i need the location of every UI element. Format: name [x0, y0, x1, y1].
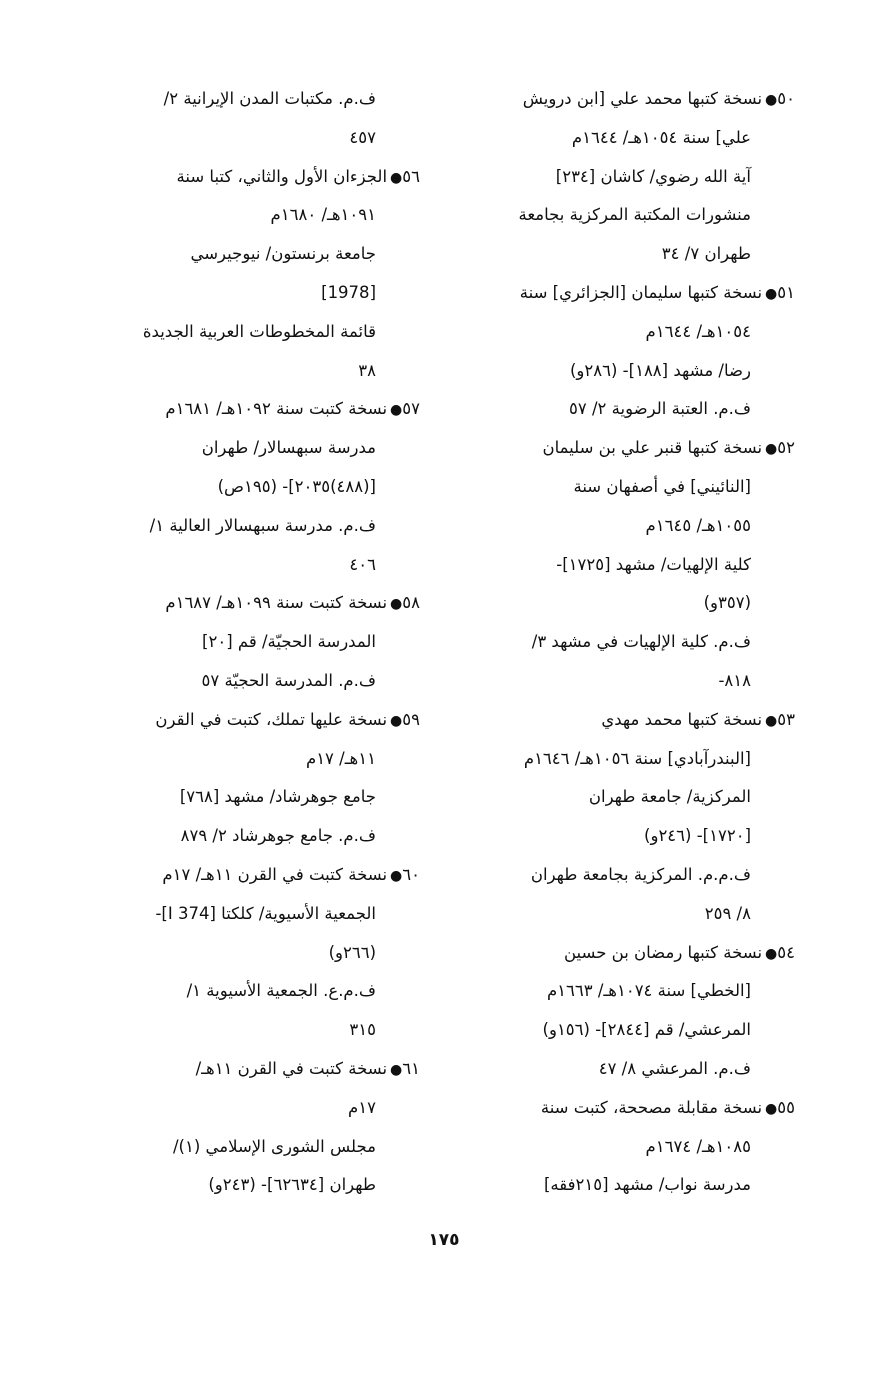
- entry-number: ٦٠: [402, 864, 420, 884]
- entry-line: [70, 313, 420, 352]
- entry-text: الجمعية الأسيوية/ كلكتا [I 374]-: [155, 903, 376, 923]
- entry-text: نسخة كتبت في القرن ١١هـ/: [195, 1058, 388, 1078]
- entry-line: [455, 1050, 795, 1089]
- entry-line: [70, 274, 420, 313]
- entry-text: جامع جوهرشاد/ مشهد [٧٦٨]: [179, 787, 376, 807]
- entry-text: ١١هـ/ ١٧م: [305, 748, 376, 768]
- entry-number: ٥٠: [777, 89, 795, 108]
- entry-text: رضا/ مشهد [١٨٨]- (٢٨٦و): [570, 360, 751, 380]
- entry-line: [455, 1166, 795, 1205]
- entry-number: ٥٦: [402, 166, 420, 186]
- entry-line: [455, 196, 795, 235]
- entry-text: ف.م. مدرسة سبهسالار العالية ١/: [149, 515, 376, 535]
- entry-line: [455, 468, 795, 507]
- entry-text: ٣٨: [358, 360, 376, 380]
- entry-number: ٥٢: [777, 438, 795, 458]
- entry-line: [70, 740, 420, 779]
- entry-text: نسخة كتبها سليمان [الجزائري] سنة: [519, 282, 763, 302]
- catalog-entry: [455, 80, 795, 274]
- bullet-icon: ●: [390, 867, 403, 884]
- entry-text: [1978]: [321, 282, 376, 302]
- entry-line: [70, 80, 420, 119]
- catalog-entry: [455, 701, 795, 934]
- entry-text: نسخة كتبت سنة ١٠٩٢هـ/ ١٦٨١م: [165, 399, 388, 419]
- entry-text: مدرسة نواب/ مشهد [٢١٥فقه]: [543, 1175, 751, 1195]
- entry-line: [70, 1128, 420, 1167]
- entry-text: منشورات المكتبة المركزية بجامعة: [518, 205, 751, 225]
- entry-text: جامعة برنستون/ نيوجيرسي: [190, 244, 376, 264]
- catalog-entry: [70, 80, 420, 158]
- entry-text: نسخة كتبها رمضان بن حسين: [563, 942, 763, 962]
- entry-text: الجزءان الأول والثاني، كتبا سنة: [176, 166, 388, 186]
- entry-line: [455, 429, 795, 468]
- entry-line: [70, 856, 420, 895]
- entry-line: [455, 352, 795, 391]
- entry-text: ٨١٨-: [718, 670, 751, 690]
- bullet-icon: ●: [390, 1061, 403, 1078]
- entry-text: ٣١٥: [349, 1020, 376, 1040]
- entry-line: [70, 390, 420, 429]
- entry-line: [455, 119, 795, 158]
- entry-number: ٦١: [402, 1058, 420, 1078]
- entry-text: نسخة كتبها محمد مهدي: [601, 709, 763, 729]
- entry-line: [70, 701, 420, 740]
- entry-line: [455, 817, 795, 856]
- entry-line: [70, 972, 420, 1011]
- entry-text: طهران ٧/ ٣٤: [661, 244, 751, 264]
- entry-line: [70, 1166, 420, 1205]
- catalog-entry: [455, 934, 795, 1089]
- entry-text: (٢٦٦و): [328, 942, 376, 962]
- entry-number: ٥٧: [402, 399, 420, 419]
- entry-line: [455, 235, 795, 274]
- catalog-entry: [70, 856, 420, 1050]
- entry-text: ١٠٥٥هـ/ ١٦٤٥م: [645, 515, 751, 535]
- entry-line: [455, 158, 795, 197]
- entry-line: [70, 778, 420, 817]
- entry-text: طهران [٦٢٦٣٤]- (٢٤٣و): [208, 1175, 376, 1195]
- entry-number: ٥٣: [777, 709, 795, 729]
- entry-line: [70, 158, 420, 197]
- entry-text: المرعشي/ قم [٢٨٤٤]- (١٥٦و): [542, 1020, 751, 1040]
- bullet-icon: ●: [765, 285, 778, 302]
- bullet-icon: ●: [765, 441, 778, 458]
- entry-line: [70, 584, 420, 623]
- entry-line: [455, 740, 795, 779]
- entry-text: ٤٠٦: [349, 554, 376, 574]
- entry-text: [البندرآبادي] سنة ١٠٥٦هـ/ ١٦٤٦م: [523, 748, 751, 768]
- entry-line: [70, 468, 420, 507]
- entry-line: [455, 895, 795, 934]
- entry-text: [النائيني] في أصفهان سنة: [573, 476, 751, 496]
- entry-text: ٨/ ٢٥٩: [704, 903, 751, 923]
- catalog-entry: [70, 701, 420, 856]
- entry-line: [70, 662, 420, 701]
- bullet-icon: ●: [765, 945, 778, 962]
- entry-text: ف.م. جامع جوهرشاد ٢/ ٨٧٩: [180, 826, 376, 846]
- entry-text: ١٧م: [348, 1097, 376, 1117]
- catalog-entry: [70, 1050, 420, 1205]
- catalog-entry: [70, 390, 420, 584]
- bullet-icon: ●: [765, 712, 778, 729]
- entry-text: ٤٥٧: [349, 127, 376, 147]
- entry-text: ف.م. المرعشي ٨/ ٤٧: [598, 1058, 751, 1078]
- entry-text: المركزية/ جامعة طهران: [588, 787, 751, 807]
- entry-line: [455, 701, 795, 740]
- entry-line: [70, 1050, 420, 1089]
- entry-line: [455, 972, 795, 1011]
- catalog-entry: [455, 429, 795, 701]
- entry-line: [455, 274, 795, 313]
- entry-number: ٥٨: [402, 593, 420, 613]
- entry-line: [70, 352, 420, 391]
- entry-text: [الخطي] سنة ١٠٧٤هـ/ ١٦٦٣م: [546, 981, 751, 1001]
- catalog-entry: [70, 158, 420, 391]
- entry-line: [70, 934, 420, 973]
- entry-line: [70, 507, 420, 546]
- entry-text: ف.م.م. المركزية بجامعة طهران: [530, 864, 751, 884]
- entry-line: [455, 1128, 795, 1167]
- entry-line: [455, 313, 795, 352]
- entry-text: [١٧٢٠]- (٢٤٦و): [644, 826, 751, 846]
- entry-number: ٥١: [777, 282, 795, 302]
- entry-number: ٥٤: [777, 942, 795, 962]
- entry-text: نسخة كتبها محمد علي [ابن درويش: [522, 89, 763, 108]
- entry-line: [70, 895, 420, 934]
- entry-text: [(٤٨٨)٢٠٣٥]- (١٩٥ص): [217, 476, 376, 496]
- entry-text: ١٠٩١هـ/ ١٦٨٠م: [270, 205, 376, 225]
- bullet-icon: ●: [390, 596, 403, 613]
- entry-line: [455, 390, 795, 429]
- right-column: [455, 80, 795, 1205]
- entry-text: ١٠٨٥هـ/ ١٦٧٤م: [645, 1136, 751, 1156]
- entry-text: ١٠٥٤هـ/ ١٦٤٤م: [645, 321, 751, 341]
- bullet-icon: ●: [765, 1100, 778, 1117]
- entry-text: ف.م.ع. الجمعية الأسيوية ١/: [186, 981, 376, 1001]
- entry-text: ف.م. كلية الإلهيات في مشهد ٣/: [531, 632, 751, 652]
- entry-text: ف.م. المدرسة الحجيّة ٥٧: [201, 670, 376, 690]
- entry-text: قائمة المخطوطات العربية الجديدة: [142, 321, 376, 341]
- entry-line: [70, 119, 420, 158]
- bullet-icon: ●: [390, 402, 403, 419]
- entry-line: [455, 1011, 795, 1050]
- entry-text: (٣٥٧و): [703, 593, 751, 613]
- entry-line: [455, 80, 795, 119]
- entry-number: ٥٩: [402, 709, 420, 729]
- bullet-icon: ●: [390, 712, 403, 729]
- entry-text: ف.م. مكتبات المدن الإيرانية ٢/: [163, 89, 376, 108]
- left-column: [70, 80, 420, 1205]
- catalog-entry: [455, 1089, 795, 1205]
- entry-text: المدرسة الحجيّة/ قم [٢٠]: [202, 632, 376, 652]
- bullet-icon: ●: [390, 169, 403, 186]
- entry-line: [70, 817, 420, 856]
- bullet-icon: ●: [765, 92, 778, 108]
- entry-text: مدرسة سبهسالار/ طهران: [201, 438, 376, 458]
- entry-line: [70, 1011, 420, 1050]
- entry-line: [455, 507, 795, 546]
- entry-text: نسخة كتبها قنبر علي بن سليمان: [542, 438, 763, 458]
- entry-line: [455, 934, 795, 973]
- entry-line: [455, 662, 795, 701]
- entry-line: [70, 623, 420, 662]
- entry-line: [70, 235, 420, 274]
- entry-line: [455, 623, 795, 662]
- catalog-entry: [455, 274, 795, 429]
- entry-line: [455, 1089, 795, 1128]
- entry-text: مجلس الشورى الإسلامي (١)/: [172, 1136, 376, 1156]
- entry-line: [70, 1089, 420, 1128]
- entry-text: نسخة مقابلة مصححة، كتبت سنة: [540, 1097, 763, 1117]
- page-number: ١٧٥: [428, 1230, 460, 1250]
- entry-text: آية الله رضوي/ كاشان [٢٣٤]: [555, 166, 751, 186]
- entry-number: ٥٥: [777, 1097, 795, 1117]
- entry-line: [70, 196, 420, 235]
- entry-line: [455, 856, 795, 895]
- entry-text: نسخة عليها تملك، كتبت في القرن: [155, 709, 388, 729]
- entry-text: ف.م. العتبة الرضوية ٢/ ٥٧: [568, 399, 751, 419]
- entry-text: نسخة كتبت سنة ١٠٩٩هـ/ ١٦٨٧م: [165, 593, 388, 613]
- entry-line: [70, 546, 420, 585]
- entry-text: كلية الإلهيات/ مشهد [١٧٢٥]-: [556, 554, 751, 574]
- entry-line: [455, 584, 795, 623]
- entry-line: [70, 429, 420, 468]
- entry-text: نسخة كتبت في القرن ١١هـ/ ١٧م: [162, 864, 388, 884]
- entry-line: [455, 778, 795, 817]
- entry-line: [455, 546, 795, 585]
- entry-text: علي] سنة ١٠٥٤هـ/ ١٦٤٤م: [571, 127, 751, 147]
- catalog-entry: [70, 584, 420, 700]
